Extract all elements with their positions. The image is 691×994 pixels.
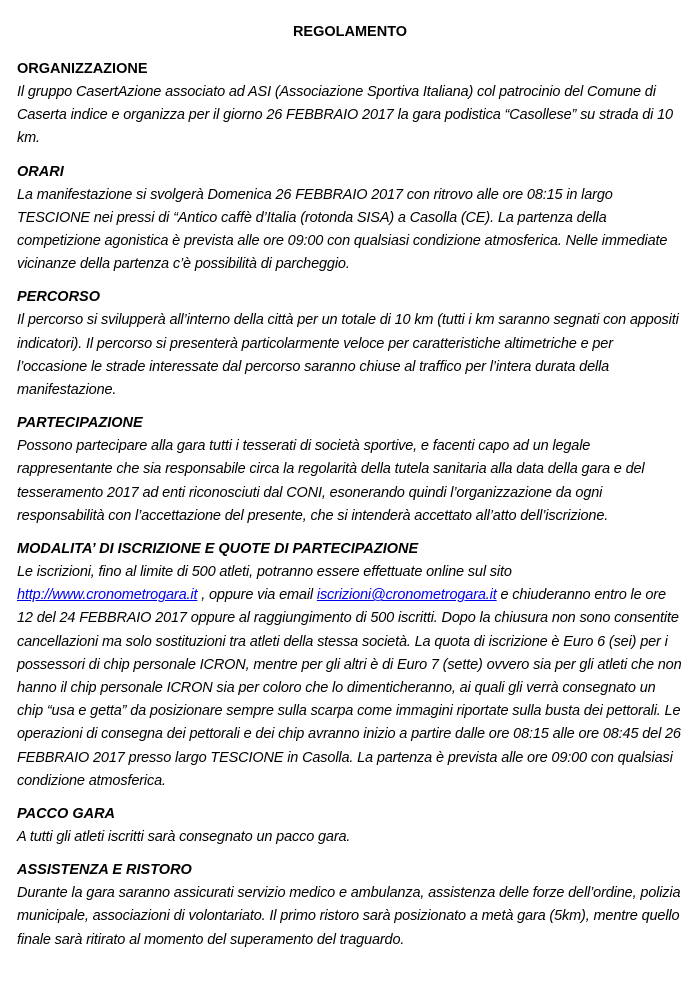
section-body: Il percorso si svilupperà all’interno della città per un totale di 10 km (tutti i km saranno segnati con appositi indicatori). Il percorso si presenterà particolarmente veloce per caratteristiche altimetriche e per l’occasione le strade interessate dal percorso saranno chiuse al traffico per l’intera durata della manifestazione. (17, 312, 679, 399)
body-text: , oppure via email (197, 587, 317, 604)
section-body: Durante la gara saranno assicurati servizio medico e ambulanza, assistenza delle forze dell’ordine, polizia municipale, associazioni di volontariato. Il primo ristoro sarà posizionato a metà gara (5km), mentre quello finale sarà ritirato al momento del superamento del traguardo. (17, 885, 681, 948)
section-pacco-gara (17, 804, 683, 849)
section-body: Il gruppo CasertAzione associato ad ASI (Associazione Sportiva Italiana) col patrocinio del Comune di Caserta indice e organizza per il giorno 26 FEBBRAIO 2017 la gara podistica “Casollese” su strada di 10 km. (17, 84, 673, 147)
document-title: REGOLAMENTO (292, 24, 408, 40)
site-link[interactable]: http://www.cronometrogara.it (17, 587, 198, 604)
section-heading: PERCORSO (17, 289, 100, 306)
section-iscrizione (17, 539, 683, 793)
section-percorso (17, 287, 683, 402)
section-partecipazione (17, 413, 683, 528)
section-body (17, 561, 683, 793)
section-organizzazione (17, 59, 683, 151)
section-heading: PARTECIPAZIONE (17, 415, 143, 432)
section-heading: ORARI (17, 163, 64, 180)
section-body: La manifestazione si svolgerà Domenica 26 FEBBRAIO 2017 con ritrovo alle ore 08:15 in largo TESCIONE nei pressi di “Antico caffè d’Italia (rotonda SISA) a Casolla (CE). La partenza della competizione agonistica è prevista alle ore 09:00 con qualsiasi condizione atmosferica. Nelle immediate vicinanze della partenza c’è possibilità di parcheggio. (17, 186, 668, 273)
section-heading: MODALITA’ DI ISCRIZIONE E QUOTE DI PARTECIPAZIONE (17, 541, 419, 558)
section-assistenza (17, 860, 683, 952)
section-heading: PACCO GARA (17, 806, 116, 823)
body-text: Le iscrizioni, fino al limite di 500 atleti, potranno essere effettuate online sul sito (17, 564, 512, 581)
body-text: e chiuderanno entro le ore 12 del 24 FEBBRAIO 2017 oppure al raggiungimento di 500 iscritti. Dopo la chiusura non sono consentite cancellazioni ma solo sostituzioni tra atleti della stessa società. La quota di iscrizione è Euro 6 (sei) per i possessori di chip personale ICRON, mentre per gli altri è di Euro 7 (sette) ovvero sia per gli atleti che non hanno il chip personale ICRON sia per coloro che lo dimenticheranno, ai quali gli verrà consegnato un chip “usa e getta” da posizionare sempre sulla scarpa come immagini riportate sulla busta dei pettorali. Le operazioni di consegna dei pettorali e dei chip avranno inizio a partire dalle ore 08:15 alle ore 08:45 del 26 FEBBRAIO 2017 presso largo TESCIONE in Casolla. La partenza è prevista alle ore 09:00 con qualsiasi condizione atmosferica. (17, 587, 682, 789)
section-orari (17, 162, 683, 277)
email-link[interactable]: iscrizioni@cronometrogara.it (316, 587, 497, 604)
section-body: Possono partecipare alla gara tutti i tesserati di società sportive, e facenti capo ad un legale rappresentante che sia responsabile circa la regolarità della tutela sanitaria alla data della gara e del tesseramento 2017 ad enti riconosciuti dal CONI, esonerando quindi l’organizzazione da ogni responsabilità con l’accettazione del presente, che si intenderà accettato all’atto dell’iscrizione. (17, 438, 645, 524)
section-heading: ORGANIZZAZIONE (17, 61, 148, 77)
section-body: A tutti gli atleti iscritti sarà consegnato un pacco gara. (17, 829, 351, 846)
section-heading: ASSISTENZA E RISTORO (17, 862, 192, 879)
